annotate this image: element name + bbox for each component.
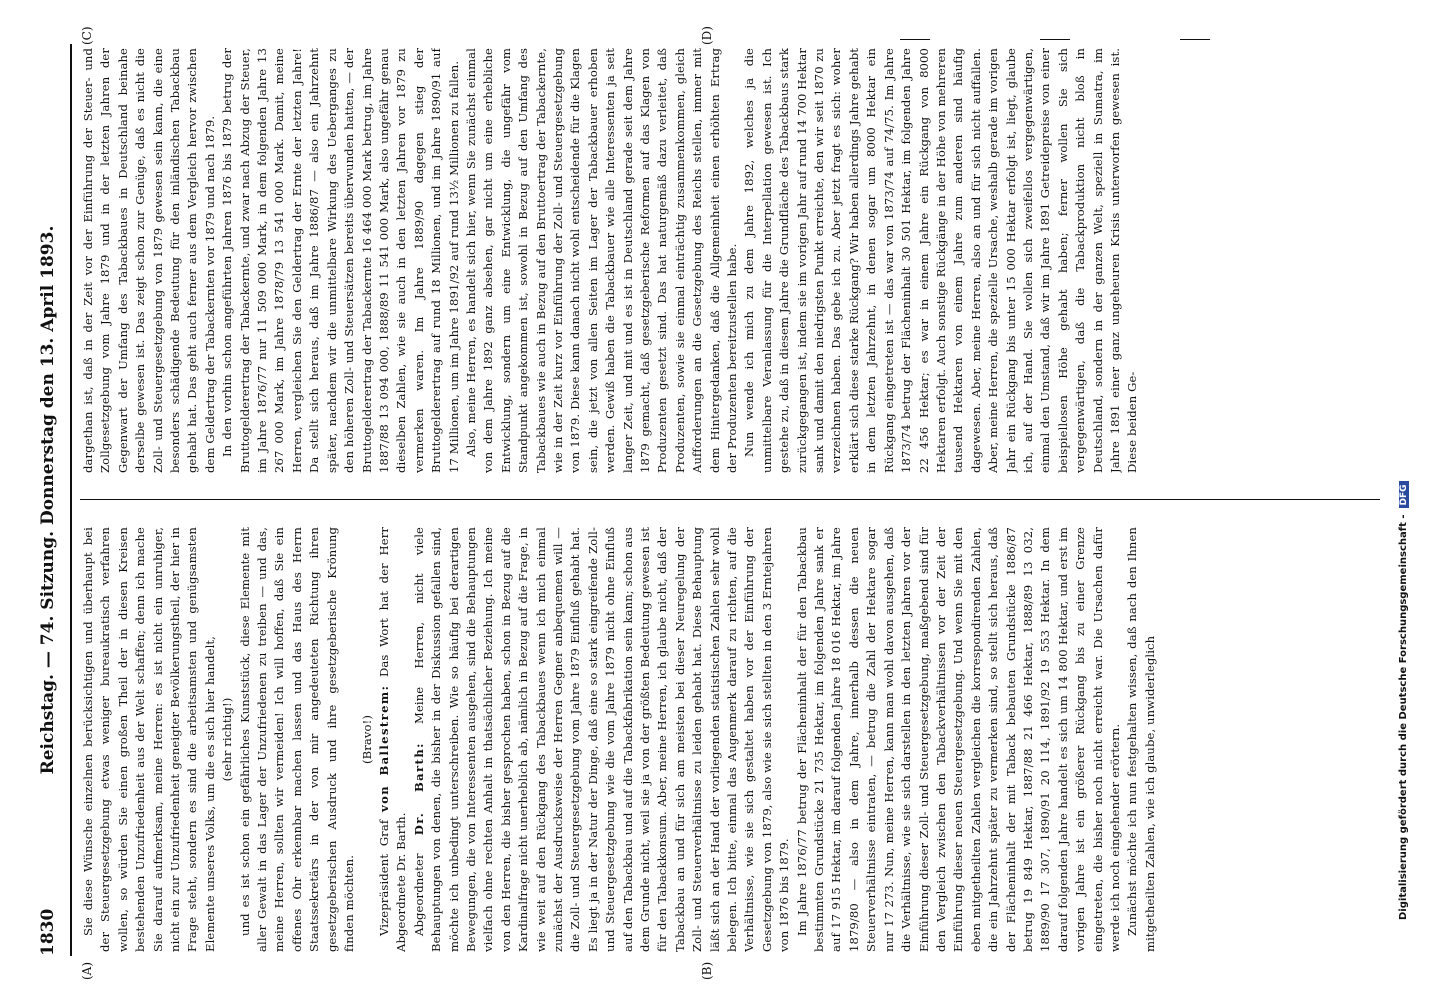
paragraph: Nun wende ich mich zu dem Jahre 1892, welches ja die unmittelbare Veranlassung für die Interpellation gewesen ist. Ich gestehe zu, daß in diesem Jahre die Grundfläche des Tabackbaus stark zurückgegangen ist, indem sie im vorigen Jahr auf rund 14 700 Hektar sank und damit den niedrigsten Punkt erreichte, den wir seit 1870 zu verzeichnen haben. Das gebe ich zu. Aber jetzt fragt es sich: woher erklärt sich diese starke Rückgang? Wir haben allerdings Jahre gehabt in dem letzten Jahrzehnt, in denen sogar um 8000 Hektar ein Rückgang eingetreten ist — das war von 1873/74 auf 74/75. Im Jahre 1873/74 betrug der Flächeninhalt 30 501 Hektar, im folgenden Jahre 22 456 Hektar; es war in einem Jahre ein Rückgang von 8000 Hektaren erfolgt. Auch sonstige Rückgänge in der Höhe von mehreren tausend Hektaren von einem Jahre zum anderen sind häufig dagewesen. Aber, meine Herren, also an und für sich nicht auffallen. Aber, meine Herren, die spezielle Ursache, weshalb gerade im vorigen Jahr ein Rückgang bis unter 15 000 Hektar erfolgt ist, liegt, glaube ich, auf der Hand. Sie wollen sich zweifellos vergegenwärtigen, einmal den Umstand, daß wir im Jahre 1891 Getreidepreise von einer beispiellosen Höhe gehabt haben; ferner wollen Sie sich vergegenwärtigen, daß die Tabackproduktion nicht bloß in Deutschland, sondern in der ganzen Welt, speziell in Sumatra, im Jahre 1891 einer ganz ungeheuren Krisis unterworfen gewesen ist. Diese beiden Ge- — [742, 48, 1140, 473]
page-header — [38, 44, 68, 956]
speaker-title: Abgeordneter — [411, 853, 426, 936]
paragraph: In den vorhin schon angeführten Jahren 1876 bis 1879 betrug der Bruttogelderertrag der Tabackernte, und zwar nach Abzug der Steuer, im Jahre 1876/77 nur 11 509 000 Mark, in dem folgenden Jahre 13 267 000 Mark, im Jahre 1878/79 13 541 000 Mark. Damit, meine Herren, vergleichen Sie den Geldertrag der Ernte der letzten Jahre! Da stellt sich heraus, daß im Jahre 1886/87 — also ein Jahrzehnt später, nachdem wir die unmittelbare Wirkung des Ueberganges zu den höheren Zoll- und Steuersätzen bereits überwunden hatten, — der Bruttogelderertrag der Tabackernte 16 464 000 Mark betrug, im Jahre 1887/88 13 094 000, 1888/89 11 541 000 Mark, also ungefähr genau dieselben Zahlen, wie sie auch in den letzten Jahren vor 1879 zu vermerken waren. Im Jahre 1889/90 dagegen stieg der Bruttogelderertrag auf rund 18 Millionen, und im Jahre 1890/91 auf 17 Millionen, um im Jahre 1891/92 auf rund 13½ Millionen zu fallen. — [220, 48, 461, 473]
margin-tick — [1040, 39, 1070, 40]
speaker-name: von Ballestrem: — [376, 684, 391, 813]
paragraph-text: Meine Herren, nicht viele Behauptungen von denen, die bisher in der Diskussion gefallen sind, möchte ich unbedingt unterschreiben. Wie so häufig bei derartigen Bewegungen, die von Interessenten ausgehen, sind die Behauptungen vielfach ohne rechten Anhalt in thatsächlicher Beziehung. Ich meine von den Herren, die bisher gesprochen haben, schon in Bezug auf die Kardinalfrage nicht unerheblich ab, nämlich in Bezug auf die Frage, in wie weit auf den Rückgang des Tabackbaues wenn ich mich einmal zunächst der Ausdrucksweise der Herren Gegner anbequemen will — die Zoll- und Steuergesetzgebung vom Jahre 1879 Einfluß gehabt hat. Es liegt ja in der Natur der Dinge, daß eine so stark eingreifende Zoll- und Steuergesetzgebung wie die vom Jahre 1879 nicht ohne Einfluß auf den Tabackbau und auf die Tabackfabrikation sein kann; schon aus dem Grunde nicht, weil sie ja von der größten Bedeutung gewesen ist für den Tabackkonsum. Aber, meine Herren, ich glaube nicht, daß der Tabackbau an und für sich am meisten bei dieser Neuregelung der Zoll- und Steuerverhältnisse zu leiden gehabt hat. Diese Behauptung läßt sich an der Hand der vorliegenden statistischen Zahlen sehr wohl belegen. Ich bitte, einmal das Augenmerk darauf zu richten, auf die Verhältnisse, wie sie sich gestaltet haben vor der Einführung der Gesetzgebung von 1879, also wie sie sich stellten in den 3 Erntejahren von 1876 bis 1879. — [411, 527, 792, 952]
speaker-name: Dr. Barth: — [411, 742, 426, 836]
paragraph: Im Jahre 1876/77 betrug der Flächeninhalt der für den Tabackbau bestimmten Grundstücke 21 735 Hektar, im folgenden Jahre sank er auf 17 915 Hektar, im darauf folgenden Jahre 18 016 Hektar, im Jahre 1879/80 — also in dem Jahre, innerhalb dessen die neuen Steuerverhältnisse eintraten, — betrug die Zahl der Hektare sogar nur 17 273. Nun, meine Herren, kann man wohl davon ausgehen, daß die Verhältnisse, wie sie sich darstellen in den letzten Jahren vor der Einführung dieser Zoll- und Steuergesetzgebung, maßgebend sind für den Vergleich zwischen den Tabackverhältnissen vor der Zeit der Einführung dieser neuen Steuergesetzgebung. Und wenn Sie mit den eben mitgetheilten Zahlen vergleichen die korrespondirenden Zahlen, die ein Jahrzehnt später zu vermerken sind, so stellt sich heraus, daß der Flächeninhalt der mit Taback bebauten Grundstücke 1886/87 betrug 19 849 Hektar, 1887/88 21 466 Hektar, 1888/89 13 032, 1889/90 17 307, 1890/91 20 114, 1891/92 19 553 Hektar. In dem darauf folgenden Jahre handelt es sich um 14 800 Hektar, und erst im vorigen Jahre ist ein größerer Rückgang bis zu einer Grenze eingetreten, die bisher noch nicht erreicht war. Die Ursachen dafür werde ich noch eingehender erörtern. — [794, 527, 1122, 952]
paragraph: Sie diese Wünsche einzelnen berücksichtigen und überhaupt bei der Steuergesetzgebung etwas weniger bureaukratisch verfahren wollen, so würden Sie einen großen Theil der in diesen Kreisen bestehenden Unzufriedenheit aus der Welt schaffen; denn ich mache Sie darauf aufmerksam, meine Herren: es ist nicht ein unruhiger, nicht ein zur Unzufriedenheit geneigter Bevölkerungstheil, der hier in Frage steht, sondern es sind die arbeitsamsten und genügsamsten Elemente unseres Volks, um die es sich hier handelt, — [81, 527, 217, 952]
interjection: (Bravo!) — [359, 715, 374, 765]
page-number: 1830 — [38, 908, 58, 956]
left-column — [80, 527, 1380, 952]
speaker-title: Vizepräsident Graf — [376, 819, 391, 936]
dfg-logo: DFG — [1399, 481, 1409, 508]
interjection: (sehr richtig!) — [220, 697, 235, 782]
column-divider — [80, 499, 1380, 500]
margin-tick — [1180, 39, 1210, 40]
margin-letter-d: (D) — [700, 26, 714, 45]
margin-tick — [900, 39, 930, 40]
paragraph — [376, 527, 411, 952]
paragraph: dargethan ist, daß in der Zeit vor der Einführung der Steuer- und Zollgesetzgebung vom Jahre 1879 und in der letzten Jahren der Gegenwart der Umfang des Tabackbaues in Deutschland beinahe derselbe gewesen ist. Das zeigt schon zur Genüge, daß es nicht die Zoll- und Steuergesetzgebung von 1879 gewesen sein kann, die eine besonders schädigende Bedeutung für den inländischen Tabackbau gehabt hat. Das geht auch ferner aus dem Vergleich hervor zwischen dem Geldertrag der Tabackernten vor 1879 und nach 1879. — [81, 48, 217, 473]
right-column — [80, 48, 1280, 473]
footer-text: Digitalisierung gefördert durch die Deutsche Forschungsgemeinschaft - — [1398, 514, 1409, 920]
margin-letter-c: (C) — [80, 26, 94, 45]
digitization-footer — [1398, 481, 1409, 920]
paragraph-text: Das Wort hat der Herr Abgeordnete Dr. Barth. — [376, 527, 409, 952]
paragraph — [411, 527, 794, 952]
running-title: Reichstag. — 74. Sitzung. Donnerstag den 13. April 1893. — [38, 225, 58, 775]
margin-letter-a: (A) — [80, 961, 94, 980]
margin-letter-b: (B) — [700, 961, 714, 980]
paragraph: und es ist schon ein gefährliches Kunststück, diese Elemente mit aller Gewalt in das Lager der Unzufriedenen zu treiben — und das, meine Herren, sollten wir vermeiden! Ich will hoffen, daß Sie ein offenes Ohr erkennbar machen lassen und das Haus des Herrn Staatssekretärs in der von mir angedeuteten Richtung ihren gesetzgeberischen Ausdruck und ihre gesetzgeberische Krönung finden möchten. — [237, 527, 357, 952]
paragraph: Also, meine Herren, es handelt sich hier, wenn Sie zunächst einmal von dem Jahre 1892 ganz absehen, gar nicht um eine erhebliche Entwicklung, sondern um eine Entwicklung, die ungefähr vom Standpunkt angekommen ist, sowohl in Bezug auf den Umfang des Tabackbaues wie auch in Bezug auf den Bruttoertrag der Tabackernte, wie in der Zeit kurz vor Einführung der Zoll- und Steuergesetzgebung von 1879. Diese kann danach nicht wohl entscheidende für die Klagen sein, die jetzt von allen Seiten im Lager der Tabackbauer erhoben werden. Gewiß haben die Tabackbauer wie alle Interessenten ja seit langer Zeit, und mit und es ist in Deutschland gerade seit dem Jahre 1879 gemacht, daß gesetzgeberische Reformen auf das Klagen von Produzenten gesetzt sind. Das hat naturgemäß dazu verleitet, daß Produzenten, sowie sie einmal einträchtig zusammenkommen, gleich Aufforderungen an die Gesetzgebung des Reichs stellen, immer mit dem Hintergedanken, daß die Allgemeinheit einen erhöhten Ertrag der Produzenten bereitzustellen habe. — [463, 48, 740, 473]
header-rule — [70, 44, 72, 956]
paragraph: Zunächst möchte ich nun festgehalten wissen, daß nach den Ihnen mitgetheilten Zahlen, wie ich glaube, unwiderleglich — [1125, 527, 1157, 952]
